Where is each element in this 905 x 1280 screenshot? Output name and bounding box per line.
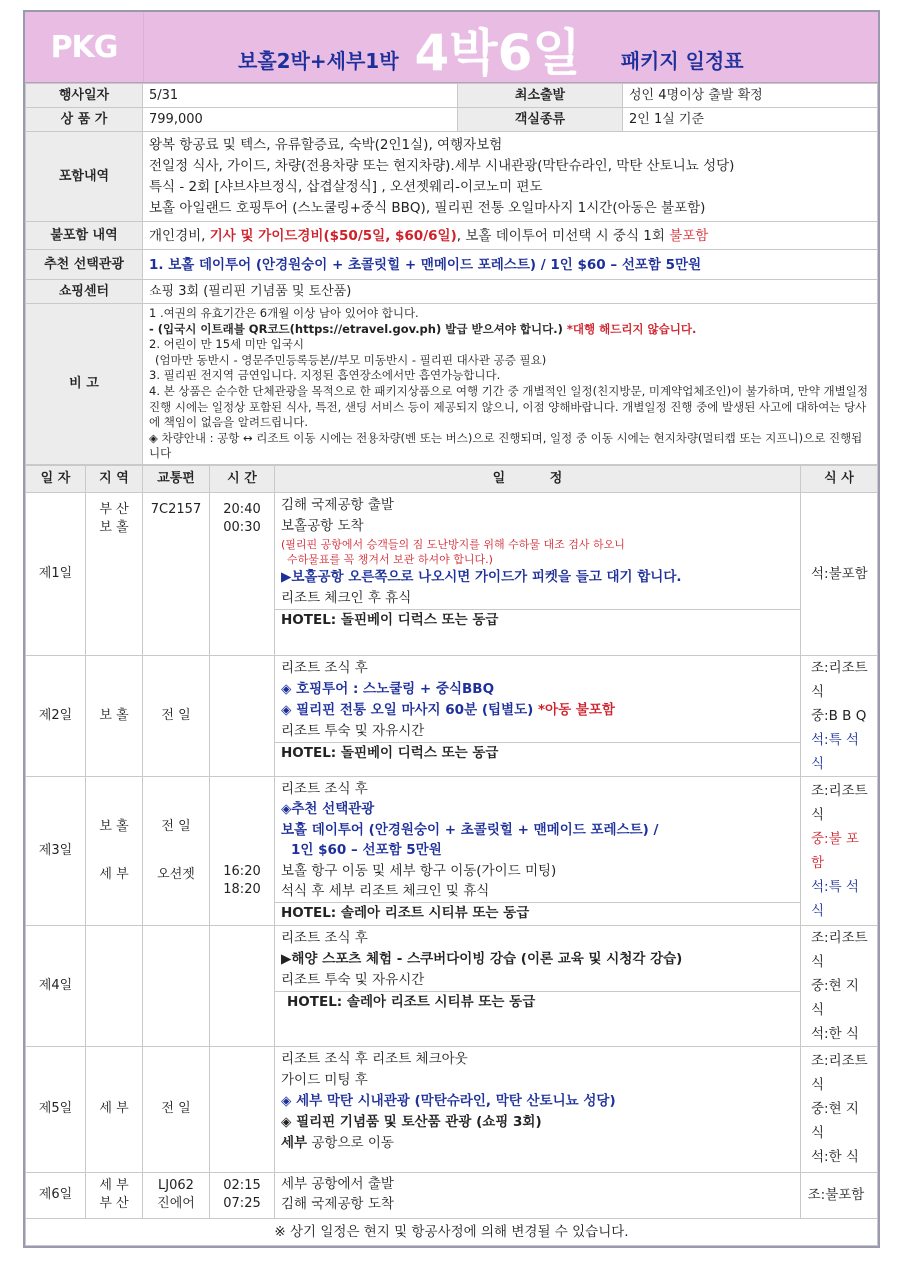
plan-line: 가이드 미팅 후 <box>281 1071 368 1088</box>
day-label: 제4일 <box>26 925 86 1046</box>
title-right: 패키지 일정표 <box>620 49 744 73</box>
header <box>25 12 878 83</box>
plan-line: 보홀 항구 이동 및 세부 항구 이동(가이드 미팅) <box>281 862 557 879</box>
note-line <box>149 322 871 338</box>
day-plan <box>275 925 801 1046</box>
header-plan: 일 정 <box>275 465 801 492</box>
day-transport <box>143 1172 210 1218</box>
header-date: 일 자 <box>26 465 86 492</box>
day-meal: 조:불포함 <box>801 1172 878 1218</box>
included-line: 보홀 아일랜드 호핑투어 (스노쿨링+중식 BBQ), 필리핀 전통 오일마사지 1시간(아동은 불포함) <box>149 199 706 216</box>
note-body <box>143 304 878 465</box>
min-departure: 성인 4명이상 출발 확정 <box>623 84 878 108</box>
info-row <box>26 132 878 222</box>
note-line: (엄마만 동반시 - 영문주민등록등본//부모 미동반시 - 필리핀 대사관 공증 필요) <box>155 352 547 367</box>
day-region: 세 부 <box>86 1046 143 1172</box>
meal-lunch: 중:현 지 식 <box>811 977 859 1018</box>
meal-breakfast: 조:리조트식 <box>811 929 868 970</box>
info-table <box>25 83 878 465</box>
day-meal: 석:불포함 <box>801 492 878 655</box>
day-time <box>210 1172 275 1218</box>
event-date: 5/31 <box>143 84 458 108</box>
day-meal <box>801 776 878 925</box>
excluded-text <box>143 222 878 250</box>
day-meal <box>801 1046 878 1172</box>
meal-breakfast: 조:리조트식 <box>811 659 868 700</box>
day-region <box>86 925 143 1046</box>
day-meal <box>801 925 878 1046</box>
plan-text: ◈ 필리핀 전통 오일 마사지 60분 (팁별도) <box>281 701 538 718</box>
day-transport <box>143 776 210 925</box>
recommend-value: 1. 보홀 데이투어 (안경원숭이 + 초콜릿힐 + 맨메이드 포레스트) / 1인 $60 – 선포함 5만원 <box>143 250 878 280</box>
day-transport: 전 일 <box>143 655 210 776</box>
footer-row <box>26 1218 878 1245</box>
hotel-info: HOTEL: 돌핀베이 디럭스 또는 동급 <box>275 742 800 764</box>
meal-breakfast: 조:리조트식 <box>811 1053 868 1094</box>
info-row <box>26 108 878 132</box>
time-value: 00:30 <box>223 519 261 535</box>
day-row <box>26 1046 878 1172</box>
plan-line: ▶보홀공항 오른쪽으로 나오시면 가이드가 피켓을 들고 대기 합니다. <box>281 568 682 585</box>
day-label: 제5일 <box>26 1046 86 1172</box>
plan-line <box>281 700 794 721</box>
day-row <box>26 1172 878 1218</box>
plan-line: 리조트 투숙 및 자유시간 <box>281 971 425 988</box>
transport-name: 진에어 <box>157 1196 195 1212</box>
min-departure-label: 최소출발 <box>458 84 623 108</box>
plan-line: 리조트 체크인 후 휴식 <box>281 589 412 606</box>
title-big: 4박6일 <box>414 24 581 82</box>
plan-warning: (필리핀 공항에서 승객들의 짐 도난방지를 위해 수하물 대조 검사 하오니 <box>281 537 625 551</box>
hotel-info: HOTEL: 솔레아 리조트 시티뷰 또는 동급 <box>275 902 800 924</box>
meal-dinner: 석:특 석 식 <box>811 731 859 772</box>
meal-dinner: 석:한 식 <box>811 1025 859 1042</box>
plan-line: 리조트 조식 후 <box>281 929 368 946</box>
region-name: 보 홀 <box>99 818 129 834</box>
day-row <box>26 776 878 925</box>
shopping-label: 쇼핑센터 <box>26 280 143 304</box>
plan-line: ◈추천 선택관광 <box>281 801 375 818</box>
day-label: 제3일 <box>26 776 86 925</box>
plan-line: ▶해양 스포츠 체험 - 스쿠버다이빙 강습 (이론 교육 및 시청각 강습) <box>281 950 683 967</box>
plan-line: ◈ 호핑투어 : 스노쿨링 + 중식BBQ <box>281 680 495 697</box>
title-left: 보홀2박+세부1박 <box>238 49 399 73</box>
region-name: 세 부 <box>99 866 129 882</box>
time-value: 07:25 <box>223 1196 261 1212</box>
included-label: 포함내역 <box>26 132 143 222</box>
plan-line: 세부 공항에서 출발 <box>281 1175 394 1192</box>
meal-dinner: 석:특 석 식 <box>811 878 859 919</box>
shopping-value: 쇼핑 3회 (필리핀 기념품 및 토산품) <box>143 280 878 304</box>
time-value: 20:40 <box>223 501 261 517</box>
room-type: 2인 1실 기준 <box>623 108 878 132</box>
day-region <box>86 1172 143 1218</box>
meal-lunch: 중:B B Q <box>811 707 867 724</box>
event-date-label: 행사일자 <box>26 84 143 108</box>
title-area <box>144 12 878 82</box>
day-transport <box>143 925 210 1046</box>
plan-line: ◈ 세부 막탄 시내관광 (막탄슈라인, 막탄 산토니뇨 성당) <box>281 1092 616 1109</box>
plan-line: 김해 국제공항 도착 <box>281 1195 394 1212</box>
plan-warning: 수하물표를 꼭 챙겨서 보관 하셔야 합니다.) <box>287 552 493 566</box>
day-region <box>86 776 143 925</box>
meal-lunch: 중:현 지 식 <box>811 1101 859 1142</box>
room-label: 객실종류 <box>458 108 623 132</box>
note-line: 1 .여권의 유효기간은 6개월 이상 남아 있어야 합니다. <box>149 306 419 320</box>
note-line: 4. 본 상품은 순수한 단체관광을 목적으로 한 패키지상품으로 여행 기간 중 개별적인 일정(친지방문, 미계약업체조인)이 불가하며, 만약 개별일정 진행 시에는 일정상 포함된 식사, 특전, 샌딩 서비스 등이 제공되지 않으니, 이점 양해바랍니다. 개별일정 진행 중에 발생된 사고에 대하여는 당사에 책임이 없음을 알려드립니다. <box>149 383 868 430</box>
info-row <box>26 304 878 465</box>
plan-line: 보홀공항 도착 <box>281 517 364 534</box>
day-label: 제1일 <box>26 492 86 655</box>
info-row <box>26 222 878 250</box>
region-name: 부 산 <box>99 1196 129 1212</box>
region-name: 세 부 <box>99 1178 129 1194</box>
itinerary-sheet <box>23 10 880 1248</box>
plan-warning: *아동 불포함 <box>537 701 615 718</box>
day-time <box>210 925 275 1046</box>
transport-name: 오션젯 <box>157 866 195 882</box>
price-label: 상 품 가 <box>26 108 143 132</box>
note-warning: *대행 해드리지 않습니다. <box>566 321 697 336</box>
day-time <box>210 655 275 776</box>
transport-name: 전 일 <box>161 818 191 834</box>
time-value: 16:20 <box>223 863 261 879</box>
excluded-flag: 불포함 <box>669 227 709 244</box>
time-value: 18:20 <box>223 881 261 897</box>
plan-line <box>281 1133 794 1154</box>
note-line: 2. 어린이 만 15세 미만 입국시 <box>149 337 304 352</box>
plan-line: 리조트 조식 후 리조트 체크아웃 <box>281 1050 468 1067</box>
day-transport: 7C2157 <box>143 492 210 655</box>
plan-line: ◈ 필리핀 기념품 및 토산품 관광 (쇼핑 3회) <box>281 1113 542 1130</box>
plan-line: 보홀 데이투어 (안경원숭이 + 초콜릿힐 + 맨메이드 포레스트) / <box>281 821 659 838</box>
region-name: 보 홀 <box>99 519 129 535</box>
day-plan <box>275 655 801 776</box>
day-plan <box>275 776 801 925</box>
day-row <box>26 655 878 776</box>
meal-dinner: 석:한 식 <box>811 1149 859 1166</box>
plan-line: 리조트 조식 후 <box>281 780 368 797</box>
included-line: 왕복 항공료 및 텍스, 유류할증료, 숙박(2인1실), 여행자보험 <box>149 136 503 153</box>
header-meal: 식 사 <box>801 465 878 492</box>
day-region <box>86 492 143 655</box>
plan-line: 리조트 조식 후 <box>281 659 368 676</box>
logo: PKG <box>25 12 144 82</box>
day-time <box>210 776 275 925</box>
day-plan <box>275 1172 801 1218</box>
included-line: 특식 - 2회 [샤브샤브정식, 삽겹살정식] , 오션젯웨리-이코노미 편도 <box>149 178 543 195</box>
included-line: 전일정 식사, 가이드, 차량(전용차량 또는 현지차량).세부 시내관광(막탄슈라인, 막탄 산토니뇨 성당) <box>149 157 735 174</box>
plan-text: 공항으로 이동 <box>307 1134 394 1151</box>
excluded-label: 불포함 내역 <box>26 222 143 250</box>
excluded-part: , 보홀 데이투어 미선택 시 중식 1회 <box>456 227 670 244</box>
day-transport: 전 일 <box>143 1046 210 1172</box>
note-label: 비 고 <box>26 304 143 465</box>
header-time: 시 간 <box>210 465 275 492</box>
day-label: 제2일 <box>26 655 86 776</box>
header-transport: 교통편 <box>143 465 210 492</box>
info-row <box>26 280 878 304</box>
day-row <box>26 925 878 1046</box>
meal-breakfast: 조:리조트식 <box>811 782 868 823</box>
transport-name: LJ062 <box>158 1178 194 1194</box>
info-row <box>26 84 878 108</box>
day-time <box>210 1046 275 1172</box>
day-meal <box>801 655 878 776</box>
hotel-info: HOTEL: 돌핀베이 디럭스 또는 동급 <box>275 609 800 631</box>
price: 799,000 <box>143 108 458 132</box>
plan-line: 석식 후 세부 리조트 체크인 및 휴식 <box>281 883 490 900</box>
day-plan <box>275 492 801 655</box>
plan-text: 세부 <box>281 1134 308 1151</box>
info-row <box>26 250 878 280</box>
note-line: ◈ 차량안내 : 공항 ↔ 리조트 이동 시에는 전용차량(벤 또는 버스)으로 진행되며, 일정 중 이동 시에는 현지차량(멀티캡 또는 지프니)으로 진행됩니다 <box>149 430 863 461</box>
day-label: 제6일 <box>26 1172 86 1218</box>
plan-line: 1인 $60 – 선포함 5만원 <box>291 842 442 859</box>
excluded-part: 개인경비, <box>149 227 210 244</box>
day-row <box>26 492 878 655</box>
footer-note: ※ 상기 일정은 현지 및 항공사정에 의해 변경될 수 있습니다. <box>26 1218 878 1245</box>
day-plan <box>275 1046 801 1172</box>
note-line: 3. 필리핀 전지역 금연입니다. 지정된 흡연장소에서만 흡연가능합니다. <box>149 368 501 383</box>
recommend-label: 추천 선택관광 <box>26 250 143 280</box>
plan-line: 리조트 투숙 및 자유시간 <box>281 722 425 739</box>
plan-line: 김해 국제공항 출발 <box>281 496 394 513</box>
excluded-fee: 기사 및 가이드경비($50/5일, $60/6일) <box>209 227 457 244</box>
included-list <box>143 132 878 222</box>
hotel-info: HOTEL: 솔레아 리조트 시티뷰 또는 동급 <box>275 991 800 1013</box>
region-name: 부 산 <box>99 501 129 517</box>
header-region: 지 역 <box>86 465 143 492</box>
meal-lunch: 중:불 포 함 <box>811 830 859 871</box>
day-region: 보 홀 <box>86 655 143 776</box>
schedule-table <box>25 465 878 1246</box>
schedule-header <box>26 465 878 492</box>
note-text: - (입국시 이트래블 QR코드(https://etravel.gov.ph) 발급 받으셔야 합니다.) <box>149 321 567 336</box>
time-value: 02:15 <box>223 1178 261 1194</box>
day-time <box>210 492 275 655</box>
